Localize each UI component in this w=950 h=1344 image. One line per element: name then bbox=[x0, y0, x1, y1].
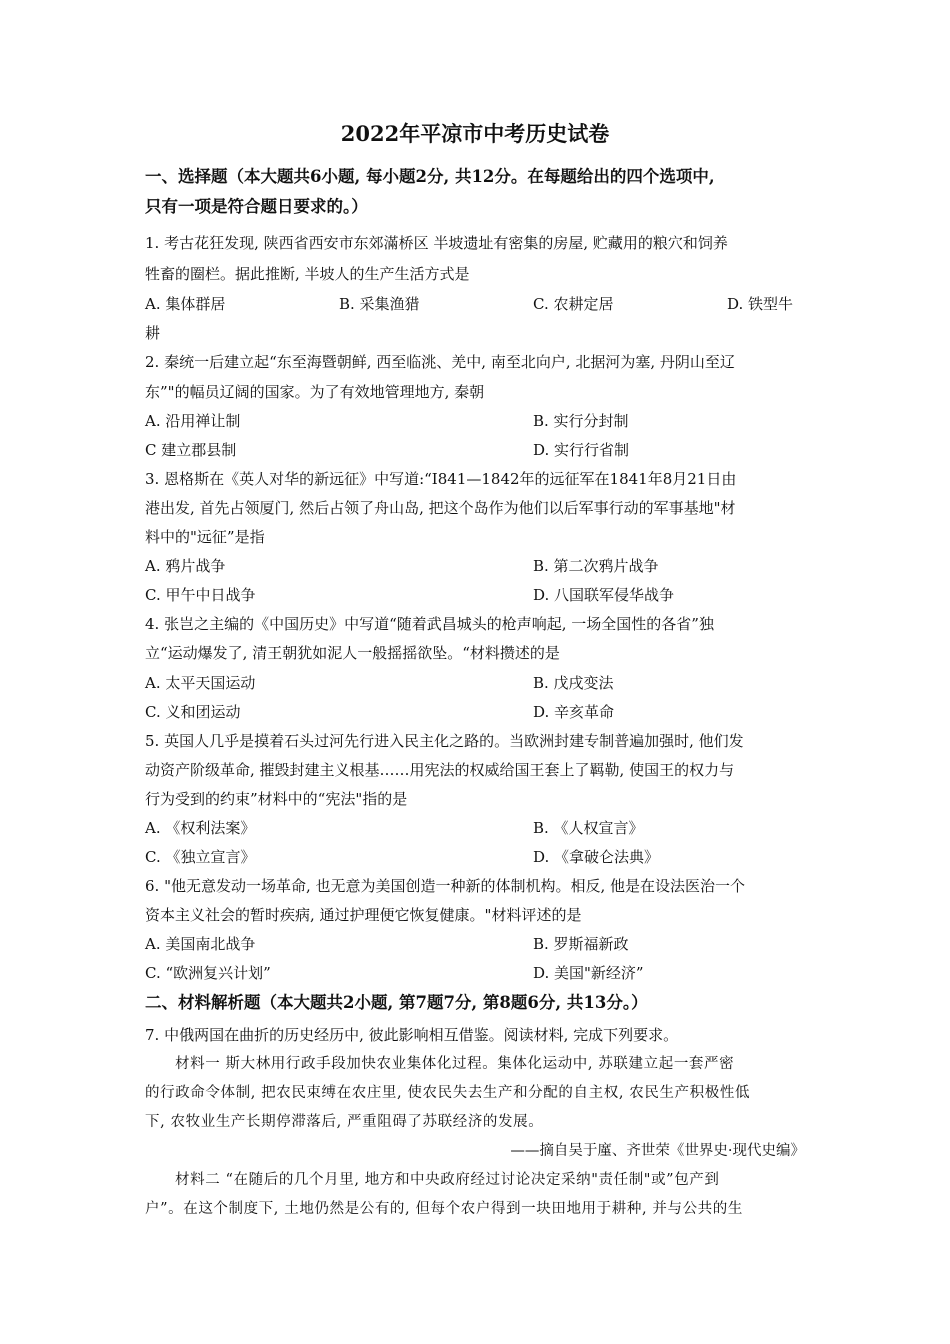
q4-stem-line-1: 4. 张岂之主编的《中国历史》中写道“随着武昌城头的枪声响起, 一场全国性的各省”独 bbox=[145, 615, 714, 633]
q1-option-d: D. 铁型牛 bbox=[727, 295, 794, 313]
q6-option-c: C. “欧洲复兴计划” bbox=[145, 964, 271, 982]
q7-material-1-line-3: 下, 农牧业生产长期停滞落后, 严重阻碍了苏联经济的发展。 bbox=[145, 1114, 544, 1130]
q1-option-b: B. 采集渔猎 bbox=[339, 295, 420, 313]
q7-material-1-line-2: 的行政命令体制, 把农民束缚在农庄里, 使农民失去生产和分配的自主权, 农民生产积极性低 bbox=[145, 1085, 751, 1101]
section-1-line-1: 一、选择题（本大题共6小题, 每小题2分, 共12分。在每题给出的四个选项中, bbox=[145, 167, 715, 186]
q5-stem-line-3: 行为受到的约束”材料中的“宪法"指的是 bbox=[145, 790, 408, 808]
q5-option-c: C. 《独立宣言》 bbox=[145, 848, 256, 866]
q2-option-a: A. 沿用禅让制 bbox=[145, 412, 241, 430]
q4-option-b: B. 戊戌变法 bbox=[533, 674, 614, 692]
section-2-heading: 二、材料解析题（本大题共2小题, 第7题7分, 第8题6分, 共13分。） bbox=[145, 993, 648, 1012]
q6-stem-line-2: 资本主义社会的暂时疾病, 通过护理便它恢复健康。"材料评述的是 bbox=[145, 906, 582, 924]
section-1-line-2: 只有一项是符合题日要求的。） bbox=[145, 197, 368, 216]
q2-stem-line-2: 东”"的幅员辽阔的国家。为了有效地管理地方, 秦朝 bbox=[145, 383, 485, 401]
q3-stem-line-1: 3. 恩格斯在《英人对华的新远征》中写道:“I841—1842年的远征军在1841年8月21日由 bbox=[145, 470, 737, 488]
q5-option-d: D. 《拿破仑法典》 bbox=[533, 848, 660, 866]
q1-option-c: C. 农耕定居 bbox=[533, 295, 614, 313]
q1-option-d-continued: 耕 bbox=[145, 324, 161, 342]
q4-option-d: D. 辛亥革命 bbox=[533, 703, 615, 721]
q6-option-b: B. 罗斯福新政 bbox=[533, 935, 629, 953]
q1-stem-line-2: 牲畜的圈栏。据此推断, 半坡人的生产生活方式是 bbox=[145, 265, 470, 283]
q4-stem-line-2: 立“运动爆发了, 清王朝犹如泥人一般摇摇欲坠。“材料攒述的是 bbox=[145, 644, 560, 662]
q5-option-b: B. 《人权宣言》 bbox=[533, 819, 644, 837]
q3-option-b: B. 第二次鸦片战争 bbox=[533, 557, 659, 575]
q5-stem-line-1: 5. 英国人几乎是摸着石头过河先行进入民主化之路的。当欧洲封建专制普遍加强时, 他们发 bbox=[145, 732, 744, 750]
q6-option-d: D. 美国"新经济” bbox=[533, 964, 644, 982]
q7-material-1-line-1: 材料一 斯大林用行政手段加快农业集体化过程。集体化运动中, 苏联建立起一套严密 bbox=[175, 1056, 735, 1072]
q3-option-a: A. 鸦片战争 bbox=[145, 557, 226, 575]
q2-stem-line-1: 2. 秦统一后建立起“东至海暨朝鲜, 西至临洮、羌中, 南至北向户, 北据河为塞, 丹阴山至辽 bbox=[145, 353, 735, 371]
q5-stem-line-2: 动资产阶级革命, 摧毁封建主义根基……用宪法的权威给国王套上了羁勒, 使国王的权力与 bbox=[145, 761, 735, 779]
q3-option-c: C. 甲午中日战争 bbox=[145, 586, 256, 604]
q2-option-d: D. 实行行省制 bbox=[533, 441, 630, 459]
q6-stem-line-1: 6. "他无意发动一场革命, 也无意为美国创造一种新的体制机构。相反, 他是在设法医治一个 bbox=[145, 877, 746, 895]
q3-stem-line-3: 料中的"远征”是指 bbox=[145, 528, 265, 546]
q2-option-c: C 建立郡县制 bbox=[145, 441, 237, 459]
q1-option-a: A. 集体群居 bbox=[145, 295, 226, 313]
q1-stem-line-1: 1. 考古花狂发现, 陕西省西安市东郊滿桥区 半坡遗址有密集的房屋, 贮藏用的粮穴和饲养 bbox=[145, 234, 728, 252]
q7-material-2-line-1: 材料二 “在随后的几个月里, 地方和中央政府经过讨论决定采纳"责任制"或”包产到 bbox=[175, 1172, 720, 1188]
q4-option-a: A. 太平天国运动 bbox=[145, 674, 256, 692]
q3-stem-line-2: 港出发, 首先占领厦门, 然后占领了舟山岛, 把这个岛作为他们以后军事行动的军事基地"材 bbox=[145, 499, 736, 517]
q7-material-2-line-2: 户”。在这个制度下, 土地仍然是公有的, 但每个农户得到一块田地用于耕种, 并与公共的生 bbox=[145, 1201, 743, 1217]
q2-option-b: B. 实行分封制 bbox=[533, 412, 629, 430]
page-title: 2022年平凉市中考历史试卷 bbox=[340, 121, 610, 146]
q4-option-c: C. 义和团运动 bbox=[145, 703, 241, 721]
section-1-heading bbox=[145, 162, 815, 222]
q6-option-a: A. 美国南北战争 bbox=[145, 935, 256, 953]
q3-option-d: D. 八国联军侵华战争 bbox=[533, 586, 675, 604]
q7-intro: 7. 中俄两国在曲折的历史经历中, 彼此影响相互借鉴。阅读材料, 完成下列要求。 bbox=[145, 1026, 679, 1044]
q5-option-a: A. 《权利法案》 bbox=[145, 819, 256, 837]
q7-material-1-source: ——摘自吴于廑、齐世荣《世界史·现代史编》 bbox=[510, 1143, 805, 1159]
